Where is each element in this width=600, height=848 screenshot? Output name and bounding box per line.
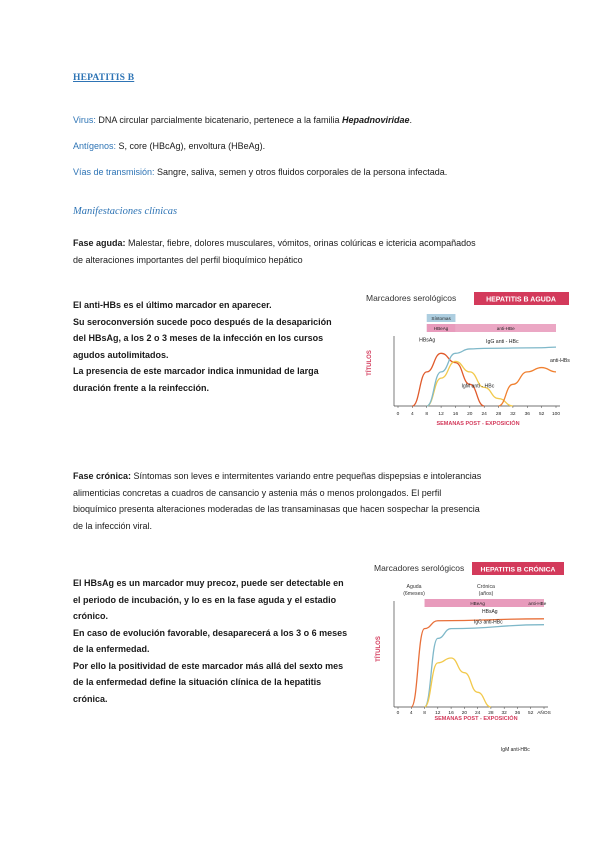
anti-hbs-line: agudos autolimitados. <box>73 349 169 360</box>
x-tick-label: 16 <box>448 711 454 716</box>
phase-sub-chronic: (años) <box>478 591 494 597</box>
hbsag-line: En caso de evolución favorable, desaparecerá a los 3 o 6 meses <box>73 627 348 638</box>
hbsag-paragraph <box>73 575 363 707</box>
x-tick-label: 12 <box>438 412 444 417</box>
x-tick-label: 24 <box>474 711 481 716</box>
chart-title: Marcadores serológicos <box>366 293 457 303</box>
anti-hbs-line: El anti-HBs es el último marcador en aparecer. <box>73 300 272 310</box>
hbsag-line: de la enfermedad define la situación clínica de la hepatitis <box>73 677 322 687</box>
band-label: HBeAg <box>433 326 449 331</box>
series-label: IgG anti-HBc <box>474 619 503 626</box>
transmission-text: Sangre, saliva, semen y otros fluidos corporales de la persona infectada. <box>154 167 448 177</box>
chronic-phase-label: Fase crónica: <box>73 471 132 481</box>
x-tick-label: 0 <box>396 412 400 417</box>
x-tick-label: 28 <box>495 412 502 417</box>
document-title: HEPATITIS B <box>73 73 135 83</box>
band-label: Síntomas <box>431 316 451 321</box>
x-tick-label: 32 <box>510 412 516 417</box>
virus-label: Virus: <box>73 115 96 125</box>
x-axis-label: SEMANAS POST - EXPOSICIÓN <box>434 716 518 722</box>
hbsag-line: de la enfermedad. <box>73 644 150 654</box>
x-tick-label: 4 <box>409 711 413 716</box>
phase-label-acute: Aguda <box>406 584 422 590</box>
chronic-serology-chart <box>366 557 566 753</box>
virus-end: . <box>409 115 413 125</box>
series-line-igm-anti-hbc <box>425 658 491 707</box>
hbsag-line: crónico. <box>73 611 109 621</box>
chronic-phase-paragraph <box>73 468 533 534</box>
chart-badge: HEPATITIS B AGUDA <box>486 296 556 304</box>
x-tick-label: 8 <box>423 711 426 716</box>
acute-phase-label: Fase aguda: <box>73 238 126 248</box>
anti-hbs-line: del HBsAg, a los 2 o 3 meses de la infección en los cursos <box>73 333 324 343</box>
series-label: anti-HBs <box>550 357 570 364</box>
x-tick-label: 24 <box>481 412 487 417</box>
x-tick-label: 36 <box>514 711 521 716</box>
x-tick-label: 12 <box>435 711 441 716</box>
series-label: HBsAg <box>482 608 498 615</box>
manifestations-heading: Manifestaciones clínicas <box>73 206 178 217</box>
series-label: IgM anti-HBc <box>500 747 530 753</box>
x-tick-label: 36 <box>524 412 530 417</box>
chronic-phase-line-4: de la infección viral. <box>73 520 153 531</box>
virus-family: Hepadnoviridae <box>341 115 410 125</box>
x-tick-label: 4 <box>411 412 414 417</box>
antigens-text: S, core (HBcAg), envoltura (HBeAg). <box>116 141 266 151</box>
acute-serology-chart <box>360 288 570 433</box>
acute-phase-line-1: Malestar, fiebre, dolores musculares, vómitos, orinas colúricas e ictericia acompañados <box>125 238 476 248</box>
x-axis-label: SEMANAS POST - EXPOSICIÓN <box>436 421 520 427</box>
y-axis-label: TÍTULOS <box>367 350 373 376</box>
hbsag-line: crónica. <box>73 693 108 704</box>
band-label: anti-HBe <box>496 326 515 331</box>
series-line-igg-anti-hbc <box>425 625 544 707</box>
x-tick-label: 52 <box>538 412 545 417</box>
hbsag-line: Por ello la positividad de este marcador más allá del sexto mes <box>73 660 344 671</box>
anti-hbs-line: duración frente a la reinfección. <box>73 382 210 393</box>
antigens-label: Antígenos: <box>73 141 117 151</box>
chart-badge: HEPATITIS B CRÓNICA <box>480 566 556 574</box>
x-tick-label: AÑOS <box>537 711 551 716</box>
chart-title: Marcadores serológicos <box>374 563 465 573</box>
anti-hbs-line: Su seroconversión sucede poco después de la desaparición <box>73 316 332 327</box>
hbsag-line: el periodo de incubación, y lo es en la fase aguda y el estadio <box>73 594 337 605</box>
x-tick-label: 52 <box>528 711 534 716</box>
band-label: anti-HBe <box>528 601 547 606</box>
x-tick-label: 32 <box>501 711 507 716</box>
chronic-phase-line-1: Síntomas son leves e intermitentes variando entre pequeñas dispepsias e intolerancias <box>131 471 482 481</box>
phase-sub-acute: (6meses) <box>403 591 425 597</box>
series-label: IgG anti - HBc <box>486 339 519 346</box>
antigens-line <box>73 140 265 152</box>
x-tick-label: 20 <box>467 412 473 417</box>
transmission-label: Vías de transmisión: <box>73 167 155 177</box>
series-line-anti-hbs <box>499 368 556 406</box>
chronic-phase-line-3: bioquímico presenta alteraciones moderadas de las transaminasas que hacen sospechar la presencia <box>73 504 480 514</box>
phase-label-chronic: Crónica <box>477 584 495 590</box>
series-line-hbsag <box>411 619 544 707</box>
anti-hbs-paragraph <box>73 297 353 396</box>
x-tick-label: 20 <box>461 711 468 716</box>
band-label: HBeAg <box>470 601 485 606</box>
x-tick-label: 28 <box>488 711 494 716</box>
acute-phase-paragraph <box>73 235 533 268</box>
y-axis-label: TÍTULOS <box>376 636 382 662</box>
series-label: HBsAg <box>419 337 436 344</box>
virus-text: DNA circular parcialmente bicatenario, pertenece a la familia <box>95 115 342 125</box>
anti-hbs-line: La presencia de este marcador indica inmunidad de larga <box>73 366 319 376</box>
hbsag-line: El HBsAg es un marcador muy precoz, puede ser detectable en <box>73 578 344 588</box>
x-tick-label: 0 <box>396 711 400 716</box>
acute-phase-line-2: de alteraciones importantes del perfil bioquímico hepático <box>73 254 303 265</box>
chronic-phase-line-2: alimenticias concretas a cuadros de cansancio y astenia más o menos prolongados. El perfil <box>73 487 442 498</box>
series-label: IgM anti - HBc <box>461 383 495 390</box>
x-tick-label: 16 <box>452 412 459 417</box>
virus-line <box>73 114 412 126</box>
x-tick-label: 100 <box>551 412 561 417</box>
x-tick-label: 8 <box>425 412 429 417</box>
transmission-line <box>73 166 447 178</box>
